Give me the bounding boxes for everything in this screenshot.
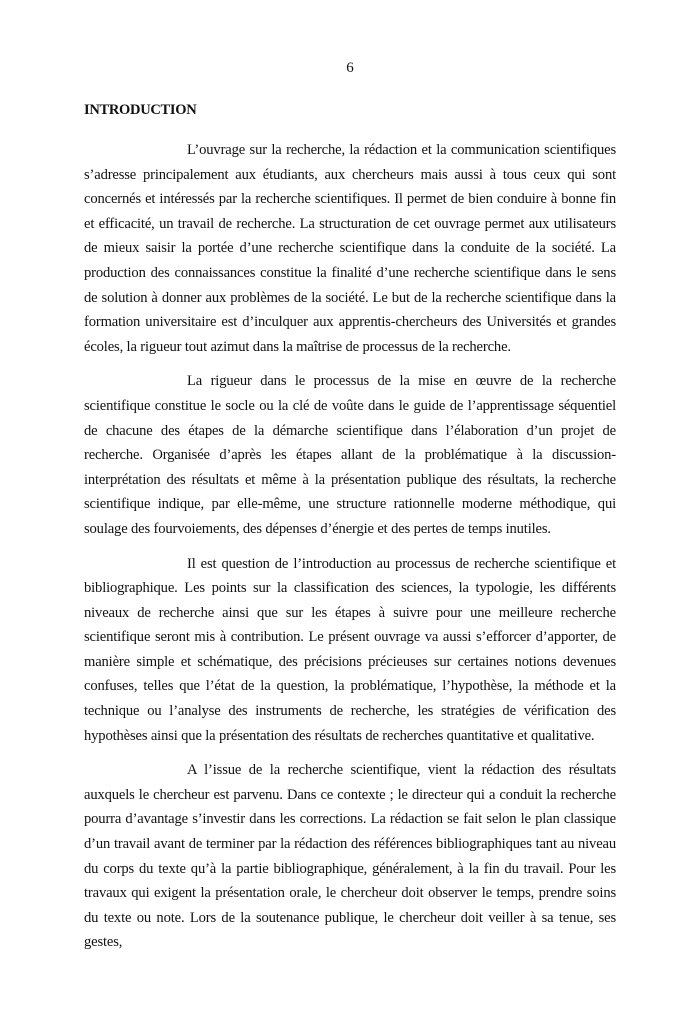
paragraph-2: La rigueur dans le processus de la mise en œuvre de la recherche scientifique constitue le socle ou la clé de voûte dans le guide de l’apprentissage séquentiel de chacune des étapes de la démarche scientifique dans l’élaboration d’un projet de recherche. Organisée d’après les étapes allant de la problématique à la discussion-interprétation des résultats et même à la présentation publique des résultats, la recherche scientifique indique, par elle-même, une structure rationnelle moderne méthodique, qui soulage des fourvoiements, des dépenses d’énergie et des pertes de temps inutiles. [84,373,616,537]
paragraph-3: Il est question de l’introduction au processus de recherche scientifique et bibliographique. Les points sur la classification des sciences, la typologie, les différents niveaux de recherche ainsi que sur les étapes à suivre pour une meilleure recherche scientifique seront mis à contribution. Le présent ouvrage va aussi s’efforcer d’apporter, de manière simple et schématique, des précisions précieuses sur certaines notions devenues confuses, telles que l’état de la question, la problématique, l’hypothèse, la méthode et la technique ou l’analyse des instruments de recherche, les stratégies de vérification des hypothèses ainsi que la présentation des résultats de recherches quantitative et qualitative. [84,555,616,744]
paragraph-1: L’ouvrage sur la recherche, la rédaction et la communication scientifiques s’adresse principalement aux étudiants, aux chercheurs mais aussi à tous ceux qui sont concernés et intéressés par la recherche scientifiques. Il permet de bien conduire à bonne fin et efficacité, un travail de recherche. La structuration de cet ouvrage permet aux utilisateurs de mieux saisir la portée d’une recherche scientifique dans la conduite de la société. La production des connaissances constitue la finalité d’une recherche scientifique dans le sens de solution à donner aux problèmes de la société. Le but de la recherche scientifique dans la formation universitaire est d’inculquer aux apprentis-chercheurs des Universités et grandes écoles, la rigueur tout azimut dans la maîtrise de processus de la recherche. [84,142,616,355]
section-heading: INTRODUCTION [84,102,197,118]
body-text [84,138,616,965]
page-number: 6 [346,60,354,76]
paragraph-4: A l’issue de la recherche scientifique, vient la rédaction des résultats auxquels le chercheur est parvenu. Dans ce contexte ; le directeur qui a conduit la recherche pourra d’avantage s’investir dans les corrections. La rédaction se fait selon le plan classique d’un travail avant de terminer par la rédaction des références bibliographiques tant au niveau du corps du texte qu’à la partie bibliographique, généralement, à la fin du travail. Pour les travaux qui exigent la présentation orale, le chercheur doit observer le temps, prendre soins du texte ou note. Lors de la soutenance publique, le chercheur doit veiller à sa tenue, ses gestes, [84,762,616,951]
